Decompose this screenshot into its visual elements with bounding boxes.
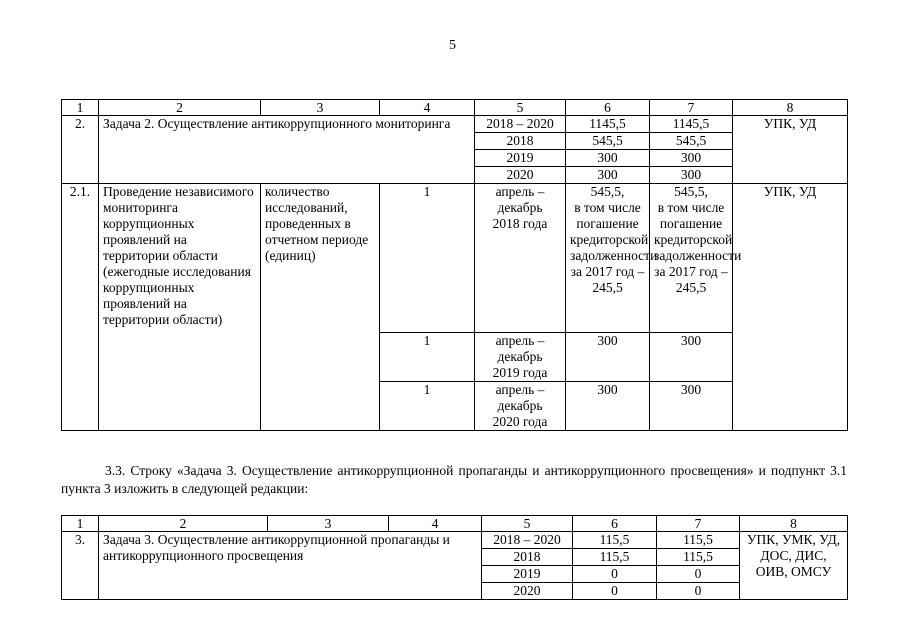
executor-cell: УПК, УД bbox=[733, 116, 848, 184]
col-header: 4 bbox=[380, 100, 475, 116]
value-cell: 300 bbox=[566, 333, 650, 382]
page-number: 5 bbox=[449, 38, 456, 53]
value-cell: 545,5, в том числе погашение кредиторской задолженности за 2017 год – 245,5 bbox=[650, 184, 733, 333]
value-cell: 545,5, в том числе погашение кредиторской задолженности за 2017 год – 245,5 bbox=[566, 184, 650, 333]
value-cell: 115,5 bbox=[657, 532, 740, 549]
indicator-value: 1 bbox=[380, 184, 475, 333]
monitoring-table bbox=[61, 99, 848, 431]
value-cell: 300 bbox=[566, 167, 650, 184]
period-cell: апрель – декабрь 2020 года bbox=[475, 382, 566, 431]
col-header: 6 bbox=[566, 100, 650, 116]
col-header: 6 bbox=[573, 516, 657, 532]
col-header: 2 bbox=[99, 100, 261, 116]
col-header: 3 bbox=[268, 516, 389, 532]
paragraph-text: 3.3. Строку «Задача 3. Осуществление антикоррупционной пропаганды и антикоррупционного просвещения» и подпункт 3.1 пункта 3 изложить в следующей редакции: bbox=[61, 463, 847, 496]
col-header: 8 bbox=[733, 100, 848, 116]
table-row bbox=[62, 184, 848, 333]
item-name: Проведение независимого мониторинга коррупционных проявлений на территории области (ежегодные исследования коррупционных проявлений на территории области) bbox=[99, 184, 261, 431]
value-cell: 115,5 bbox=[657, 549, 740, 566]
col-header: 5 bbox=[482, 516, 573, 532]
value-cell: 0 bbox=[657, 566, 740, 583]
value-cell: 300 bbox=[650, 382, 733, 431]
period-cell: 2019 bbox=[482, 566, 573, 583]
task-title: Задача 2. Осуществление антикоррупционного мониторинга bbox=[99, 116, 475, 184]
period-cell: апрель – декабрь 2018 года bbox=[475, 184, 566, 333]
col-header: 1 bbox=[62, 516, 99, 532]
executor-cell: УПК, УД bbox=[733, 184, 848, 431]
col-header: 8 bbox=[740, 516, 848, 532]
value-cell: 0 bbox=[657, 583, 740, 600]
col-header: 2 bbox=[99, 516, 268, 532]
col-header: 7 bbox=[650, 100, 733, 116]
task-number: 3. bbox=[62, 532, 99, 600]
col-header: 1 bbox=[62, 100, 99, 116]
value-cell: 0 bbox=[573, 566, 657, 583]
value-cell: 115,5 bbox=[573, 532, 657, 549]
period-cell: 2020 bbox=[475, 167, 566, 184]
value-cell: 300 bbox=[650, 333, 733, 382]
executor-cell: УПК, УМК, УД, ДОС, ДИС, ОИВ, ОМСУ bbox=[740, 532, 848, 600]
period-cell: 2019 bbox=[475, 150, 566, 167]
period-cell: 2018 bbox=[482, 549, 573, 566]
amendment-paragraph bbox=[61, 462, 847, 498]
period-cell: 2018 – 2020 bbox=[475, 116, 566, 133]
table-row bbox=[62, 532, 848, 549]
table-header-row bbox=[62, 516, 848, 532]
task-number: 2. bbox=[62, 116, 99, 184]
value-cell: 300 bbox=[566, 150, 650, 167]
period-cell: 2020 bbox=[482, 583, 573, 600]
col-header: 7 bbox=[657, 516, 740, 532]
indicator-value: 1 bbox=[380, 333, 475, 382]
col-header: 3 bbox=[261, 100, 380, 116]
item-number: 2.1. bbox=[62, 184, 99, 431]
value-cell: 1145,5 bbox=[650, 116, 733, 133]
indicator-value: 1 bbox=[380, 382, 475, 431]
task-title: Задача 3. Осуществление антикоррупционной пропаганды и антикоррупционного просвещения bbox=[99, 532, 482, 600]
table-header-row bbox=[62, 100, 848, 116]
value-cell: 0 bbox=[573, 583, 657, 600]
col-header: 5 bbox=[475, 100, 566, 116]
indicator-cell: количество исследований, проведенных в отчетном периоде (единиц) bbox=[261, 184, 380, 431]
value-cell: 300 bbox=[650, 150, 733, 167]
period-cell: апрель – декабрь 2019 года bbox=[475, 333, 566, 382]
period-cell: 2018 – 2020 bbox=[482, 532, 573, 549]
value-cell: 1145,5 bbox=[566, 116, 650, 133]
value-cell: 545,5 bbox=[650, 133, 733, 150]
value-cell: 300 bbox=[566, 382, 650, 431]
table-row bbox=[62, 116, 848, 133]
propaganda-table bbox=[61, 515, 848, 600]
value-cell: 115,5 bbox=[573, 549, 657, 566]
value-cell: 545,5 bbox=[566, 133, 650, 150]
value-cell: 300 bbox=[650, 167, 733, 184]
col-header: 4 bbox=[389, 516, 482, 532]
period-cell: 2018 bbox=[475, 133, 566, 150]
